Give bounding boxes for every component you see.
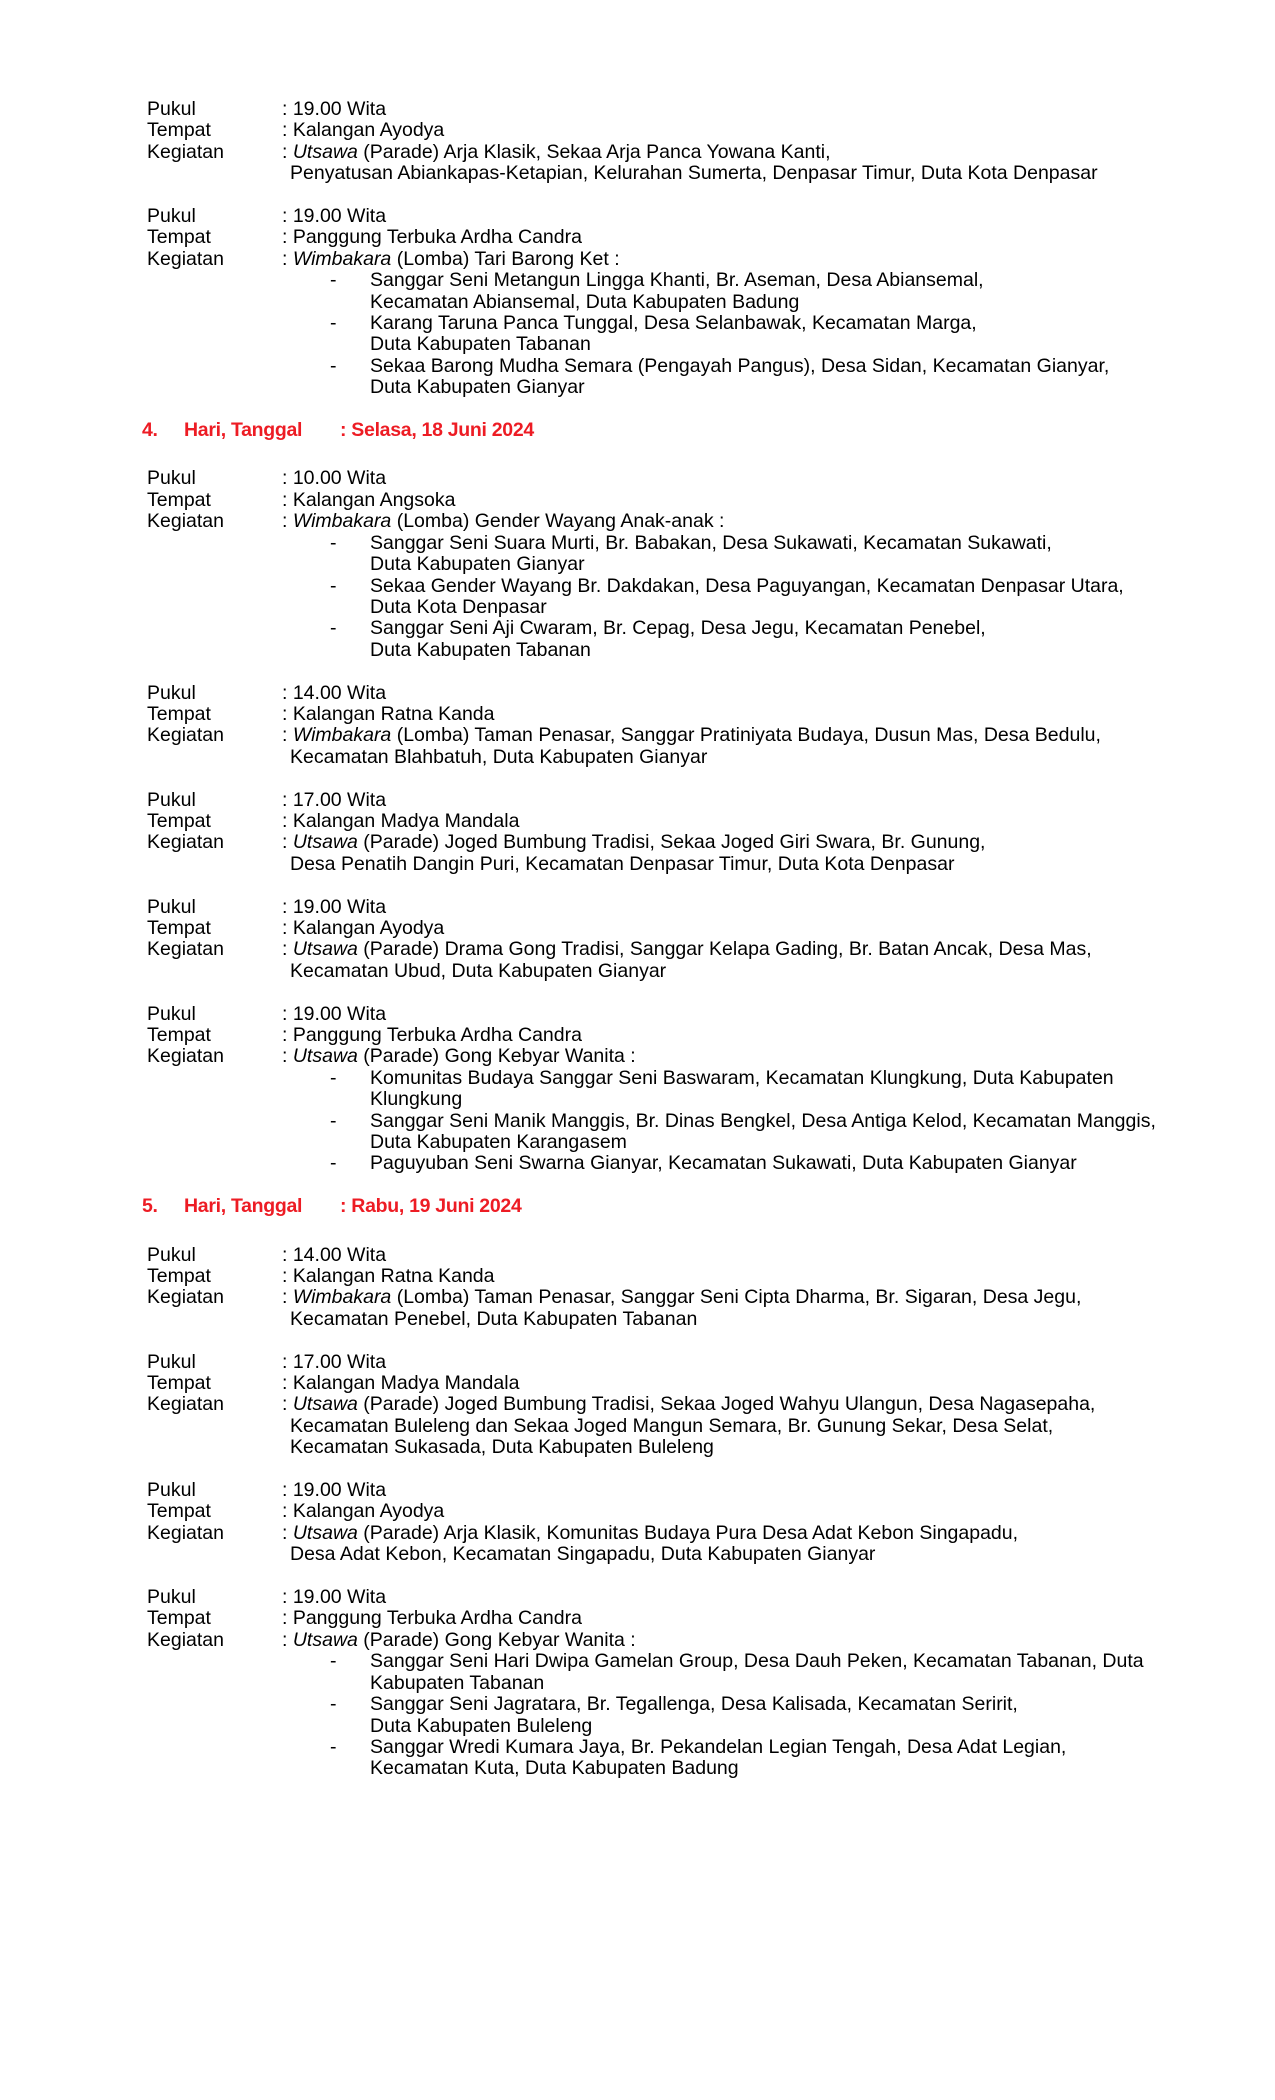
tempat-row-value: : Kalangan Ratna Kanda xyxy=(282,1265,495,1288)
kegiatan-row-label: Kegiatan xyxy=(147,1521,224,1544)
tempat-row-label: Tempat xyxy=(147,916,211,939)
kegiatan-row-value: : Utsawa (Parade) Drama Gong Tradisi, Sanggar Kelapa Gading, Br. Batan Ancak, Desa Mas, xyxy=(282,938,1092,961)
bullet-dash: - xyxy=(330,1650,337,1673)
pukul-row-label: Pukul xyxy=(147,1586,196,1609)
bullet-dash: - xyxy=(330,617,337,640)
tempat-row-value: : Kalangan Angsoka xyxy=(282,488,456,511)
bullet-text-line: Kecamatan Kuta, Duta Kabupaten Badung xyxy=(370,1757,739,1780)
kegiatan-row-label: Kegiatan xyxy=(147,724,224,747)
tempat-row-label: Tempat xyxy=(147,1372,211,1395)
tempat-row xyxy=(147,704,1232,725)
pukul-row xyxy=(147,683,1232,704)
bullet-item xyxy=(147,270,1232,313)
bullet-text-line: Kecamatan Abiansemal, Duta Kabupaten Badung xyxy=(370,290,800,313)
pukul-row-value: : 19.00 Wita xyxy=(282,1586,387,1609)
kegiatan-term-italic: Wimbakara xyxy=(292,510,392,533)
pukul-row-value: : 14.00 Wita xyxy=(282,1243,387,1266)
kegiatan-continuation-line: Kecamatan Buleleng dan Sekaa Joged Mangun Semara, Br. Gunung Sekar, Desa Selat, xyxy=(290,1414,1054,1437)
bullet-text-line: Duta Kabupaten Gianyar xyxy=(370,376,585,399)
tempat-row-label: Tempat xyxy=(147,1607,211,1630)
tempat-row xyxy=(147,490,1232,511)
tempat-row-value: : Kalangan Madya Mandala xyxy=(282,1372,520,1395)
pukul-row xyxy=(147,1245,1232,1266)
schedule-event xyxy=(147,1587,1232,1780)
kegiatan-row-value: : Wimbakara (Lomba) Taman Penasar, Sanggar Pratiniyata Budaya, Dusun Mas, Desa Bedulu, xyxy=(282,724,1101,747)
bullet-text-line: Duta Kota Denpasar xyxy=(370,595,547,618)
kegiatan-term-italic: Utsawa xyxy=(292,1045,358,1068)
tempat-row-value: : Panggung Terbuka Ardha Candra xyxy=(282,226,582,249)
tempat-row-label: Tempat xyxy=(147,702,211,725)
kegiatan-row-label: Kegiatan xyxy=(147,510,224,533)
pukul-row-label: Pukul xyxy=(147,895,196,918)
schedule-event xyxy=(147,99,1232,185)
kegiatan-row-label: Kegiatan xyxy=(147,247,224,270)
tempat-row-value: : Kalangan Ayodya xyxy=(282,1500,445,1523)
schedule-event xyxy=(147,1245,1232,1331)
pukul-row-label: Pukul xyxy=(147,98,196,120)
kegiatan-row xyxy=(147,142,1232,163)
tempat-row-value: : Kalangan Ayodya xyxy=(282,916,445,939)
bullet-dash: - xyxy=(330,1693,337,1716)
bullet-text-line: Sanggar Seni Hari Dwipa Gamelan Group, Desa Dauh Peken, Kecamatan Tabanan, Duta xyxy=(370,1650,1144,1673)
bullet-text-line: Duta Kabupaten Karangasem xyxy=(370,1131,627,1153)
pukul-row xyxy=(147,206,1232,227)
kegiatan-term-italic: Utsawa xyxy=(292,1521,358,1544)
tempat-row xyxy=(147,227,1232,248)
kegiatan-row xyxy=(147,1523,1232,1544)
bullet-dash: - xyxy=(330,1066,337,1089)
tempat-row-value: : Kalangan Ayodya xyxy=(282,119,445,142)
kegiatan-row-value: : Utsawa (Parade) Arja Klasik, Komunitas Budaya Pura Desa Adat Kebon Singapadu, xyxy=(282,1521,1019,1544)
kegiatan-continuation-line: Kecamatan Sukasada, Duta Kabupaten Buleleng xyxy=(290,1436,714,1459)
kegiatan-continuation-line: Kecamatan Ubud, Duta Kabupaten Gianyar xyxy=(290,959,667,982)
pukul-row-label: Pukul xyxy=(147,788,196,811)
kegiatan-continuation-line: Penyatusan Abiankapas-Ketapian, Kelurahan Sumerta, Denpasar Timur, Duta Kota Denpasar xyxy=(290,162,1098,185)
pukul-row xyxy=(147,99,1232,120)
pukul-row-label: Pukul xyxy=(147,681,196,704)
tempat-row-label: Tempat xyxy=(147,226,211,249)
schedule-event xyxy=(147,1004,1232,1175)
bullet-text-line: Duta Kabupaten Gianyar xyxy=(370,553,585,576)
kegiatan-row-label: Kegiatan xyxy=(147,938,224,961)
kegiatan-row xyxy=(147,249,1232,270)
kegiatan-row xyxy=(147,832,1232,853)
schedule-event xyxy=(147,206,1232,399)
bullet-text-line: Sanggar Wredi Kumara Jaya, Br. Pekandelan Legian Tengah, Desa Adat Legian, xyxy=(370,1735,1067,1758)
bullet-item xyxy=(147,356,1232,399)
tempat-row-label: Tempat xyxy=(147,809,211,832)
tempat-row xyxy=(147,120,1232,141)
kegiatan-row-value: : Utsawa (Parade) Gong Kebyar Wanita : xyxy=(282,1045,636,1068)
schedule-event xyxy=(147,897,1232,983)
pukul-row xyxy=(147,1004,1232,1025)
tempat-row-label: Tempat xyxy=(147,1023,211,1046)
kegiatan-row-value: : Utsawa (Parade) Joged Bumbung Tradisi, Sekaa Joged Wahyu Ulangun, Desa Nagasepaha, xyxy=(282,1393,1096,1416)
pukul-row xyxy=(147,897,1232,918)
bullet-dash: - xyxy=(330,574,337,597)
bullet-dash: - xyxy=(330,312,337,335)
day-heading-number: 4. xyxy=(142,419,158,442)
pukul-row-value: : 19.00 Wita xyxy=(282,1479,387,1502)
pukul-row xyxy=(147,1352,1232,1373)
kegiatan-term-italic: Utsawa xyxy=(292,938,358,961)
bullet-dash: - xyxy=(330,354,337,377)
day-heading xyxy=(142,420,1232,441)
kegiatan-row-label: Kegiatan xyxy=(147,1286,224,1309)
pukul-row-label: Pukul xyxy=(147,467,196,490)
schedule-event xyxy=(147,790,1232,876)
kegiatan-continuation-line: Kecamatan Blahbatuh, Duta Kabupaten Gianyar xyxy=(290,745,708,768)
pukul-row-value: : 10.00 Wita xyxy=(282,467,387,490)
kegiatan-row xyxy=(147,1394,1232,1415)
bullet-text-line: Sanggar Seni Manik Manggis, Br. Dinas Bengkel, Desa Antiga Kelod, Kecamatan Manggis, xyxy=(370,1109,1156,1132)
day-heading-value: : Rabu, 19 Juni 2024 xyxy=(340,1195,522,1218)
pukul-row-value: : 19.00 Wita xyxy=(282,1002,387,1025)
kegiatan-row-label: Kegiatan xyxy=(147,1045,224,1068)
bullet-text-line: Sanggar Seni Metangun Lingga Khanti, Br. Aseman, Desa Abiansemal, xyxy=(370,269,984,292)
kegiatan-continuation-line: Kecamatan Penebel, Duta Kabupaten Tabanan xyxy=(290,1307,698,1330)
tempat-row-value: : Panggung Terbuka Ardha Candra xyxy=(282,1023,582,1046)
bullet-dash: - xyxy=(330,269,337,292)
bullet-text-line: Sekaa Gender Wayang Br. Dakdakan, Desa Paguyangan, Kecamatan Denpasar Utara, xyxy=(370,574,1124,597)
day-heading-number: 5. xyxy=(142,1195,158,1218)
bullet-item xyxy=(147,1651,1232,1694)
kegiatan-row xyxy=(147,1630,1232,1651)
kegiatan-row-label: Kegiatan xyxy=(147,140,224,163)
kegiatan-term-italic: Wimbakara xyxy=(292,724,392,747)
schedule-event xyxy=(147,1352,1232,1459)
pukul-row-value: : 19.00 Wita xyxy=(282,98,387,120)
tempat-row xyxy=(147,1266,1232,1287)
bullet-text-line: Sanggar Seni Jagratara, Br. Tegallenga, Desa Kalisada, Kecamatan Seririt, xyxy=(370,1693,1018,1716)
tempat-row-label: Tempat xyxy=(147,119,211,142)
bullet-text-line: Sanggar Seni Aji Cwaram, Br. Cepag, Desa Jegu, Kecamatan Penebel, xyxy=(370,617,986,640)
bullet-text-line: Karang Taruna Panca Tunggal, Desa Selanbawak, Kecamatan Marga, xyxy=(370,312,977,335)
schedule-event xyxy=(147,468,1232,661)
pukul-row-label: Pukul xyxy=(147,1479,196,1502)
tempat-row-label: Tempat xyxy=(147,1265,211,1288)
schedule-content xyxy=(142,98,1232,1801)
bullet-item xyxy=(147,576,1232,619)
tempat-row-value: : Kalangan Madya Mandala xyxy=(282,809,520,832)
pukul-row-label: Pukul xyxy=(147,1350,196,1373)
pukul-row-value: : 19.00 Wita xyxy=(282,895,387,918)
tempat-row xyxy=(147,811,1232,832)
tempat-row xyxy=(147,1025,1232,1046)
kegiatan-continuation-line: Desa Penatih Dangin Puri, Kecamatan Denpasar Timur, Duta Kota Denpasar xyxy=(290,852,955,875)
pukul-row-value: : 19.00 Wita xyxy=(282,205,387,228)
day-heading-value: : Selasa, 18 Juni 2024 xyxy=(340,419,534,442)
bullet-text-line: Kabupaten Tabanan xyxy=(370,1671,545,1694)
tempat-row-label: Tempat xyxy=(147,488,211,511)
tempat-row-value: : Panggung Terbuka Ardha Candra xyxy=(282,1607,582,1630)
bullet-item xyxy=(147,1737,1232,1780)
pukul-row xyxy=(147,1480,1232,1501)
kegiatan-term-italic: Utsawa xyxy=(292,1393,358,1416)
day-heading-label: Hari, Tanggal xyxy=(184,1195,303,1218)
bullet-text-line: Sanggar Seni Suara Murti, Br. Babakan, Desa Sukawati, Kecamatan Sukawati, xyxy=(370,531,1052,554)
pukul-row-value: : 17.00 Wita xyxy=(282,1350,387,1373)
kegiatan-row-value: : Utsawa (Parade) Arja Klasik, Sekaa Arja Panca Yowana Kanti, xyxy=(282,140,831,163)
tempat-row xyxy=(147,1501,1232,1522)
kegiatan-row-value: : Utsawa (Parade) Joged Bumbung Tradisi, Sekaa Joged Giri Swara, Br. Gunung, xyxy=(282,831,986,854)
pukul-row-label: Pukul xyxy=(147,205,196,228)
tempat-row xyxy=(147,1373,1232,1394)
kegiatan-row-label: Kegiatan xyxy=(147,1393,224,1416)
kegiatan-row-label: Kegiatan xyxy=(147,831,224,854)
schedule-event xyxy=(147,1480,1232,1566)
pukul-row xyxy=(147,468,1232,489)
bullet-item xyxy=(147,1068,1232,1111)
bullet-text-line: Klungkung xyxy=(370,1088,463,1111)
bullet-item xyxy=(147,1111,1232,1154)
kegiatan-row xyxy=(147,1046,1232,1067)
pukul-row xyxy=(147,790,1232,811)
tempat-row xyxy=(147,1608,1232,1629)
schedule-event xyxy=(147,683,1232,769)
pukul-row-label: Pukul xyxy=(147,1243,196,1266)
bullet-item xyxy=(147,1694,1232,1737)
kegiatan-term-italic: Utsawa xyxy=(292,140,358,163)
kegiatan-row-value: : Utsawa (Parade) Gong Kebyar Wanita : xyxy=(282,1628,636,1651)
day-heading xyxy=(142,1196,1232,1217)
tempat-row xyxy=(147,918,1232,939)
bullet-text-line: Sekaa Barong Mudha Semara (Pengayah Pangus), Desa Sidan, Kecamatan Gianyar, xyxy=(370,354,1110,377)
kegiatan-row-value: : Wimbakara (Lomba) Tari Barong Ket : xyxy=(282,247,620,270)
kegiatan-row xyxy=(147,939,1232,960)
kegiatan-row-value: : Wimbakara (Lomba) Taman Penasar, Sanggar Seni Cipta Dharma, Br. Sigaran, Desa Jegu, xyxy=(282,1286,1082,1309)
kegiatan-row-label: Kegiatan xyxy=(147,1628,224,1651)
kegiatan-row xyxy=(147,1287,1232,1308)
kegiatan-term-italic: Wimbakara xyxy=(292,247,392,270)
kegiatan-continuation-line: Desa Adat Kebon, Kecamatan Singapadu, Duta Kabupaten Gianyar xyxy=(290,1543,876,1566)
pukul-row-value: : 17.00 Wita xyxy=(282,788,387,811)
day-heading-label: Hari, Tanggal xyxy=(184,419,303,442)
bullet-text-line: Paguyuban Seni Swarna Gianyar, Kecamatan Sukawati, Duta Kabupaten Gianyar xyxy=(370,1152,1077,1175)
bullet-dash: - xyxy=(330,1109,337,1132)
kegiatan-term-italic: Utsawa xyxy=(292,831,358,854)
bullet-dash: - xyxy=(330,531,337,554)
kegiatan-row xyxy=(147,725,1232,746)
bullet-item xyxy=(147,1153,1232,1174)
pukul-row-label: Pukul xyxy=(147,1002,196,1025)
pukul-row-value: : 14.00 Wita xyxy=(282,681,387,704)
kegiatan-term-italic: Utsawa xyxy=(292,1628,358,1651)
tempat-row-value: : Kalangan Ratna Kanda xyxy=(282,702,495,725)
kegiatan-row xyxy=(147,511,1232,532)
bullet-text-line: Komunitas Budaya Sanggar Seni Baswaram, Kecamatan Klungkung, Duta Kabupaten xyxy=(370,1066,1114,1089)
kegiatan-term-italic: Wimbakara xyxy=(292,1286,392,1309)
bullet-item xyxy=(147,533,1232,576)
bullet-dash: - xyxy=(330,1152,337,1175)
tempat-row-label: Tempat xyxy=(147,1500,211,1523)
bullet-text-line: Duta Kabupaten Buleleng xyxy=(370,1714,593,1737)
bullet-text-line: Duta Kabupaten Tabanan xyxy=(370,638,591,661)
pukul-row xyxy=(147,1587,1232,1608)
bullet-text-line: Duta Kabupaten Tabanan xyxy=(370,333,591,356)
bullet-item xyxy=(147,618,1232,661)
bullet-item xyxy=(147,313,1232,356)
kegiatan-row-value: : Wimbakara (Lomba) Gender Wayang Anak-anak : xyxy=(282,510,725,533)
bullet-dash: - xyxy=(330,1735,337,1758)
